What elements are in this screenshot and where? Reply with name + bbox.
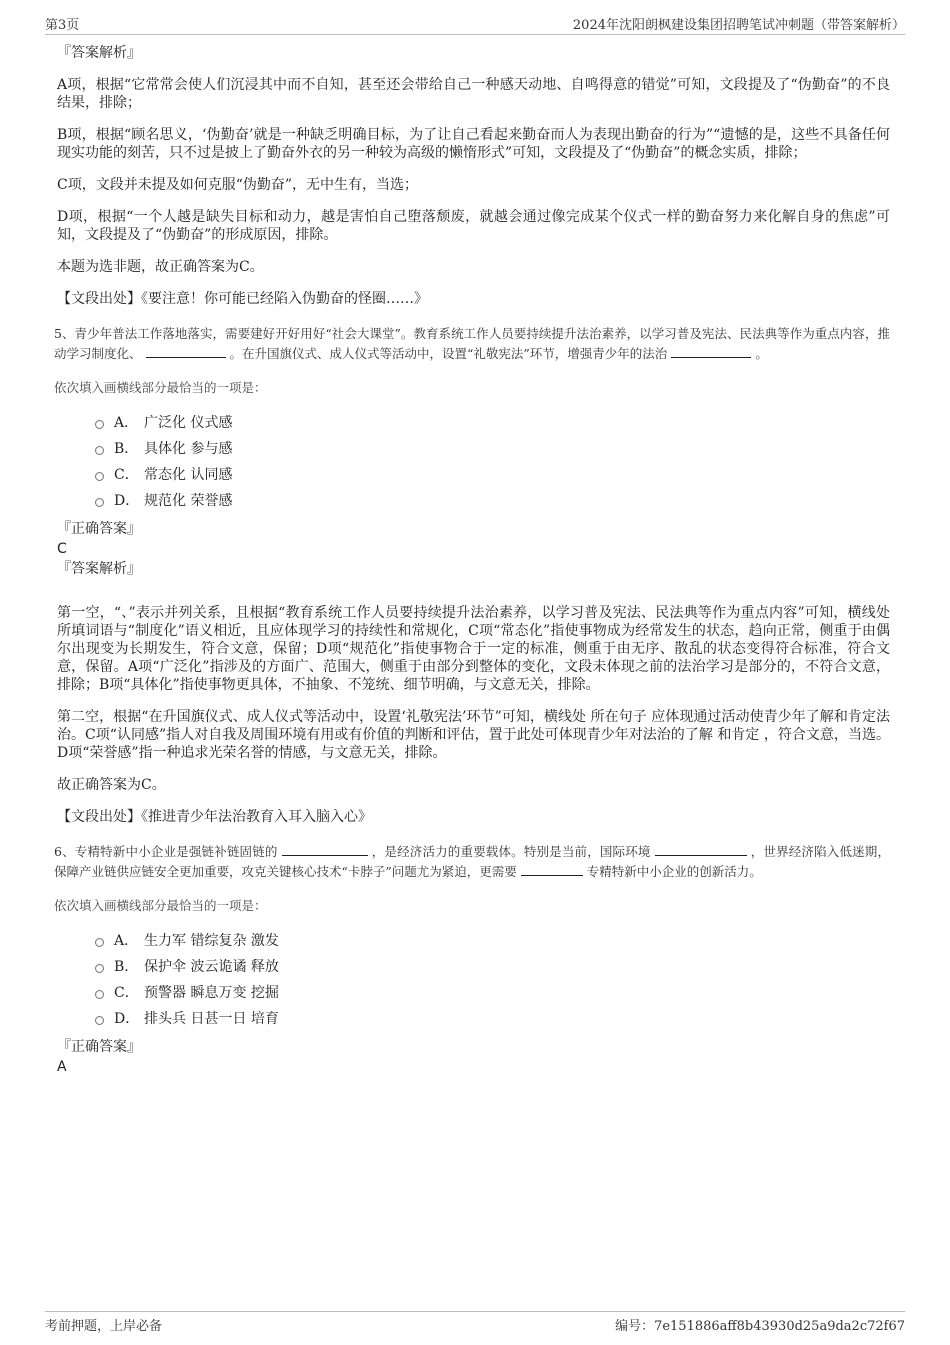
footer-slogan: 考前押题，上岸必备 xyxy=(45,1319,163,1334)
fill-blank xyxy=(655,843,747,856)
analysis-option-d: D项，根据“一个人越是缺失目标和动力，越是害怕自己堕落颓废，就越会通过像完成某个仪式一样的勤奋努力来化解自身的焦虑”可知，文段提及了“伪勤奋”的形成原因，排除。 xyxy=(57,209,890,243)
option-c[interactable]: C． 常态化 认同感 xyxy=(95,462,890,488)
option-b[interactable]: B． 具体化 参与感 xyxy=(95,436,890,462)
analysis-option-c: C项，文段并未提及如何克服“伪勤奋”，无中生有，当选； xyxy=(57,177,419,193)
analysis-conclusion: 本题为选非题，故正确答案为C。 xyxy=(57,259,264,275)
answer-analysis-heading: 『答案解析』 xyxy=(57,45,141,61)
radio-icon[interactable] xyxy=(95,990,104,999)
answer-analysis-heading: 『答案解析』 xyxy=(57,561,141,577)
question-6-stem: 6、专精特新中小企业是强链补链固链的 ，是经济活力的重要载体。特别是当前，国际环境 ，世界经济陷入低迷期，保障产业链供应链安全更加重要，攻克关键核心技术“卡脖子”问题尤为紧迫，更需要 专精特新中小企业的创新活力。 xyxy=(54,844,890,879)
option-c[interactable]: C． 预警器 瞬息万变 挖掘 xyxy=(95,980,890,1006)
fill-blank xyxy=(671,345,751,358)
question-5-options xyxy=(95,410,890,514)
question-6-options xyxy=(95,928,890,1032)
fill-blank xyxy=(282,843,368,856)
page-header xyxy=(45,12,905,35)
option-a[interactable]: A． 广泛化 仪式感 xyxy=(95,410,890,436)
analysis-option-b: B项，根据“顾名思义，‘伪勤奋’就是一种缺乏明确目标，为了让自己看起来勤奋而人为表现出勤奋的行为”“遗憾的是，这些不具备任何现实功能的刻苦，只不过是披上了勤奋外衣的另一种较为高级的懒惰形式”可知，文段提及了“伪勤奋”的概念实质，排除； xyxy=(57,127,890,161)
analysis-option-a: A项，根据“它常常会使人们沉浸其中而不自知，甚至还会带给自己一种感天动地、自鸣得意的错觉”可知，文段提及了“伪勤奋”的不良结果，排除； xyxy=(57,77,890,111)
document-title: 2024年沈阳朗枫建设集团招聘笔试冲刺题（带答案解析） xyxy=(572,18,905,33)
question-6-instruction: 依次填入画横线部分最恰当的一项是： xyxy=(54,898,267,913)
page-footer xyxy=(45,1311,905,1334)
analysis-first-blank: 第一空，“、”表示并列关系，且根据“教育系统工作人员要持续提升法治素养，以学习普及宪法、民法典等作为重点内容”可知，横线处所填词语与“制度化”语义相近，且应体现学习的持续性和常规化，C项“常态化”指使事物成为经常发生的状态，趋向正常，侧重于由偶尔出现变为长期发生，符合文意，保留；D项“规范化”指使事物合于一定的标准，侧重于由无序、散乱的状态变得符合标准，符合文意，保留。A项“广泛化”指涉及的方面广、范围大，侧重于由部分到整体的变化，文段未体现之前的法治学习是部分的，不符合文意，排除；B项“具体化”指使事物更具体，不抽象、不笼统、细节明确，与文意无关，排除。 xyxy=(57,605,890,693)
radio-icon[interactable] xyxy=(95,472,104,481)
fill-blank xyxy=(521,863,583,876)
option-a[interactable]: A． 生力军 错综复杂 激发 xyxy=(95,928,890,954)
option-d[interactable]: D． 规范化 荣誉感 xyxy=(95,488,890,514)
radio-icon[interactable] xyxy=(95,498,104,507)
radio-icon[interactable] xyxy=(95,938,104,947)
page-number: 第3页 xyxy=(45,18,80,33)
option-b[interactable]: B． 保护伞 波云诡谲 释放 xyxy=(95,954,890,980)
page-content xyxy=(54,44,890,1076)
radio-icon[interactable] xyxy=(95,446,104,455)
radio-icon[interactable] xyxy=(95,420,104,429)
document-code: 编号：7e151886aff8b43930d25a9da2c72f67 xyxy=(615,1319,905,1334)
radio-icon[interactable] xyxy=(95,1016,104,1025)
text-source: 【文段出处】《要注意！你可能已经陷入伪勤奋的怪圈……》 xyxy=(57,291,428,307)
fill-blank xyxy=(146,345,226,358)
text-source: 【文段出处】《推进青少年法治教育入耳入脑入心》 xyxy=(57,809,372,825)
correct-answer: A xyxy=(57,1059,67,1075)
option-d[interactable]: D． 排头兵 日甚一日 培育 xyxy=(95,1006,890,1032)
analysis-conclusion: 故正确答案为C。 xyxy=(57,777,166,793)
correct-answer-heading: 『正确答案』 xyxy=(57,1039,141,1055)
question-5-instruction: 依次填入画横线部分最恰当的一项是： xyxy=(54,380,267,395)
analysis-second-blank: 第二空，根据“在升国旗仪式、成人仪式等活动中，设置‘礼敬宪法’环节”可知，横线处 所在句子 应体现通过活动使青少年了解和肯定法治。C项“认同感”指人对自我及周围环境有用或有价值的判断和评估，置于此处可体现青少年对法治的了解 和肯定 ，符合文意，当选。D项“荣誉感”指一种追求光荣名誉的情感，与文意无关，排除。 xyxy=(57,709,890,761)
question-5-stem: 5、青少年普法工作落地落实，需要建好开好用好“社会大课堂”。教育系统工作人员要持续提升法治素养，以学习普及宪法、民法典等作为重点内容，推动学习制度化、 。在升国旗仪式、成人仪式等活动中，设置“礼敬宪法”环节，增强青少年的法治 。 xyxy=(54,326,890,361)
radio-icon[interactable] xyxy=(95,964,104,973)
correct-answer: C xyxy=(57,541,67,557)
correct-answer-heading: 『正确答案』 xyxy=(57,521,141,537)
